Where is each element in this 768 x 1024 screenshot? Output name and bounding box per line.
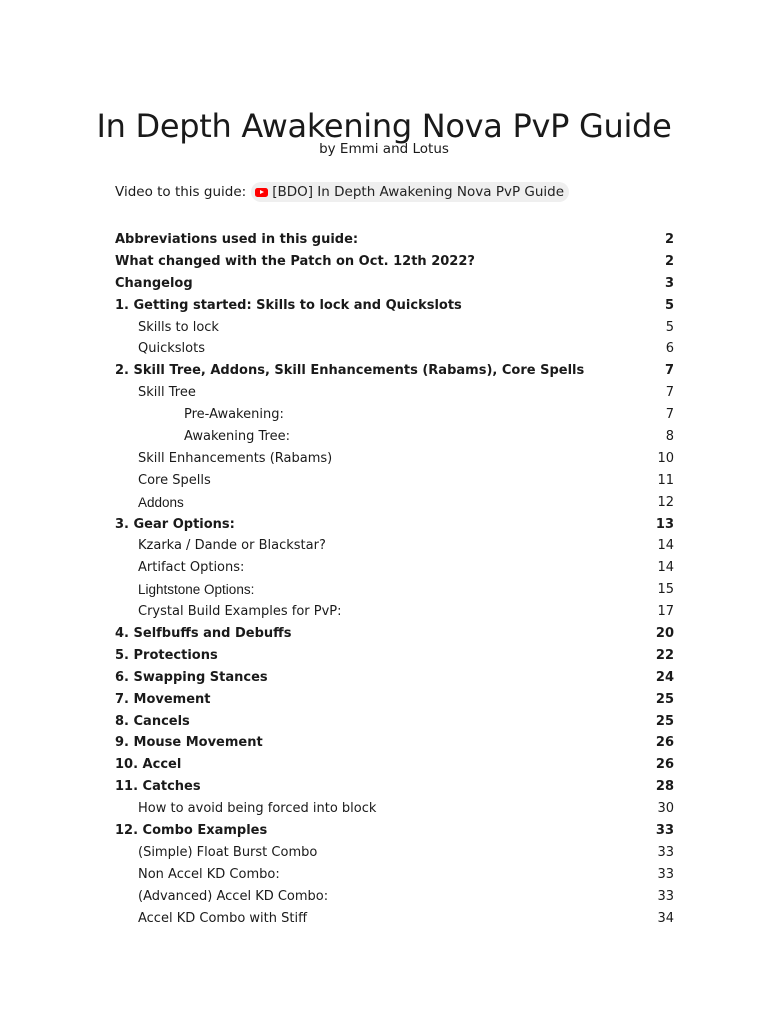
toc-entry-label: Lightstone Options: — [138, 582, 255, 598]
toc-entry-label: Abbreviations used in this guide: — [115, 232, 359, 247]
toc-entry-page-number: 25 — [655, 691, 674, 707]
toc-entry-page-number: 8 — [665, 429, 674, 445]
toc-entry-page-number: 25 — [655, 713, 674, 729]
toc-entry[interactable] — [115, 492, 674, 514]
toc-entry-label: (Advanced) Accel KD Combo: — [138, 888, 329, 904]
toc-entry[interactable] — [115, 360, 674, 382]
toc-entry-label: (Simple) Float Burst Combo — [138, 844, 318, 860]
toc-entry-page-number: 33 — [657, 888, 674, 904]
toc-entry-label: 1. Getting started: Skills to lock and Quickslots — [115, 297, 462, 313]
toc-entry[interactable] — [115, 886, 674, 908]
video-link-chip[interactable] — [251, 182, 569, 202]
toc-entry-page-number: 10 — [657, 450, 674, 466]
toc-entry[interactable] — [115, 667, 674, 689]
toc-entry-label: Crystal Build Examples for PvP: — [138, 604, 342, 620]
toc-entry-page-number: 33 — [657, 844, 674, 860]
toc-entry-label: 4. Selfbuffs and Debuffs — [115, 626, 292, 642]
video-link-label: [BDO] In Depth Awakening Nova PvP Guide — [272, 184, 565, 200]
toc-entry-label: Quickslots — [138, 341, 205, 357]
toc-entry-page-number: 33 — [655, 823, 674, 839]
toc-entry[interactable] — [115, 535, 674, 557]
toc-entry-label: Awakening Tree: — [184, 429, 290, 445]
toc-entry[interactable] — [115, 754, 674, 776]
toc-entry[interactable] — [115, 557, 674, 579]
toc-entry-label: Artifact Options: — [138, 560, 245, 576]
toc-entry[interactable] — [115, 732, 674, 754]
toc-entry-label: 3. Gear Options: — [115, 516, 235, 532]
table-of-contents — [115, 229, 674, 930]
toc-entry[interactable] — [115, 338, 674, 360]
toc-entry-page-number: 34 — [657, 910, 674, 926]
toc-entry-page-number: 7 — [664, 363, 674, 379]
toc-entry-label: 6. Swapping Stances — [115, 669, 268, 685]
toc-entry-label: Skill Enhancements (Rabams) — [138, 450, 333, 466]
toc-entry-label: Non Accel KD Combo: — [138, 866, 280, 882]
toc-entry[interactable] — [115, 820, 674, 842]
toc-entry-label: What changed with the Patch on Oct. 12th 2022? — [115, 253, 475, 269]
toc-entry-page-number: 3 — [664, 275, 674, 291]
toc-entry[interactable] — [115, 776, 674, 798]
toc-entry[interactable] — [115, 404, 674, 426]
toc-entry-page-number: 7 — [665, 385, 674, 401]
toc-entry[interactable] — [115, 295, 674, 317]
toc-entry-label: How to avoid being forced into block — [138, 801, 377, 817]
toc-entry[interactable] — [115, 382, 674, 404]
toc-entry-page-number: 33 — [657, 866, 674, 882]
toc-entry-label: 5. Protections — [115, 647, 218, 663]
toc-entry-page-number: 12 — [657, 494, 674, 510]
toc-entry-page-number: 7 — [665, 407, 674, 423]
toc-entry-label: Addons — [138, 494, 184, 510]
toc-entry[interactable] — [115, 448, 674, 470]
toc-entry-page-number: 13 — [655, 516, 674, 532]
toc-entry[interactable] — [115, 470, 674, 492]
toc-entry[interactable] — [115, 251, 674, 273]
toc-entry-page-number: 15 — [657, 582, 674, 598]
toc-entry-label: Skill Tree — [138, 385, 196, 401]
toc-entry[interactable] — [115, 514, 674, 536]
toc-entry-page-number: 30 — [657, 801, 674, 817]
toc-entry[interactable] — [115, 689, 674, 711]
toc-entry[interactable] — [115, 711, 674, 733]
toc-entry-label: Changelog — [115, 275, 193, 291]
toc-entry[interactable] — [115, 579, 674, 601]
toc-entry[interactable] — [115, 273, 674, 295]
toc-entry-label: Accel KD Combo with Stiff — [138, 910, 308, 926]
toc-entry[interactable] — [115, 317, 674, 339]
toc-entry[interactable] — [115, 426, 674, 448]
toc-entry-page-number: 2 — [664, 232, 674, 247]
toc-entry[interactable] — [115, 864, 674, 886]
toc-entry-page-number: 5 — [664, 297, 674, 313]
video-prefix: Video to this guide: — [115, 184, 247, 200]
toc-entry[interactable] — [115, 842, 674, 864]
toc-entry-page-number: 5 — [665, 319, 674, 335]
toc-entry-page-number: 11 — [657, 472, 674, 488]
toc-entry-label: 12. Combo Examples — [115, 823, 268, 839]
document-title: In Depth Awakening Nova PvP Guide — [96, 107, 672, 146]
toc-entry-label: 9. Mouse Movement — [115, 735, 263, 751]
toc-entry-label: Pre-Awakening: — [184, 407, 284, 423]
video-line — [115, 182, 569, 202]
toc-entry[interactable] — [115, 601, 674, 623]
toc-entry-page-number: 14 — [657, 538, 674, 554]
toc-entry-label: 10. Accel — [115, 757, 182, 773]
document-author: by Emmi and Lotus — [319, 141, 449, 157]
toc-entry-label: 2. Skill Tree, Addons, Skill Enhancements (Rabams), Core Spells — [115, 363, 585, 379]
toc-entry[interactable] — [115, 645, 674, 667]
toc-entry[interactable] — [115, 908, 674, 930]
toc-entry-page-number: 22 — [655, 647, 674, 663]
toc-entry-label: 8. Cancels — [115, 713, 190, 729]
toc-entry-label: 11. Catches — [115, 779, 201, 795]
toc-entry-page-number: 24 — [655, 669, 674, 685]
toc-entry-label: Skills to lock — [138, 319, 219, 335]
toc-entry-page-number: 17 — [657, 604, 674, 620]
youtube-icon — [255, 188, 268, 197]
toc-entry-label: Kzarka / Dande or Blackstar? — [138, 538, 326, 554]
toc-entry-label: Core Spells — [138, 472, 211, 488]
toc-entry[interactable] — [115, 623, 674, 645]
toc-entry[interactable] — [115, 229, 674, 251]
toc-entry-page-number: 26 — [655, 757, 674, 773]
toc-entry-label: 7. Movement — [115, 691, 211, 707]
toc-entry-page-number: 28 — [655, 779, 674, 795]
toc-entry-page-number: 14 — [657, 560, 674, 576]
toc-entry[interactable] — [115, 798, 674, 820]
toc-entry-page-number: 6 — [665, 341, 674, 357]
toc-entry-page-number: 2 — [664, 253, 674, 269]
toc-entry-page-number: 26 — [655, 735, 674, 751]
toc-entry-page-number: 20 — [655, 626, 674, 642]
